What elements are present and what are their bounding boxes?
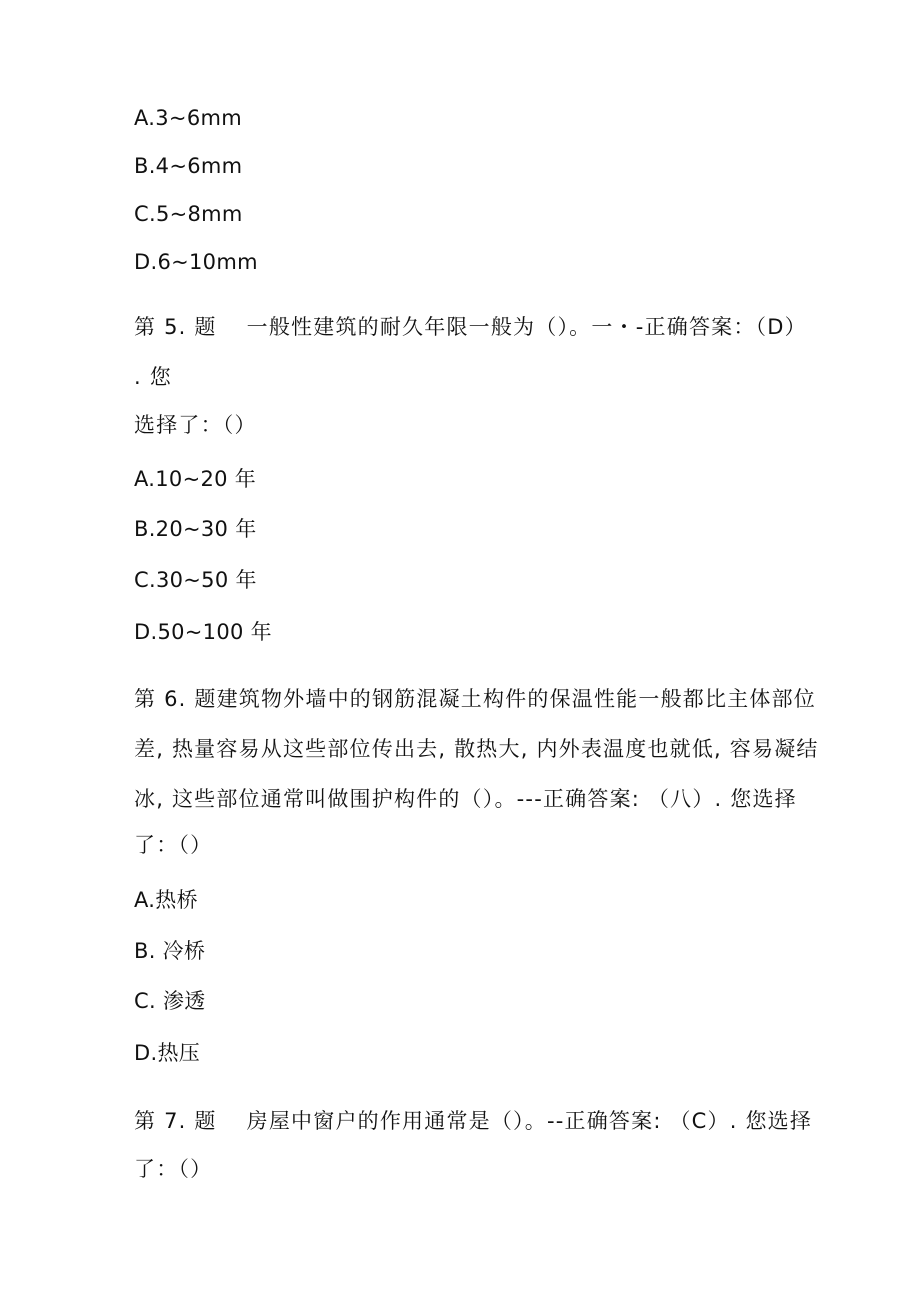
q5-text-line-2: . 您 xyxy=(134,365,172,389)
q5-option-a: A.10~20 年 xyxy=(134,467,257,491)
q5-option-b: B.20~30 年 xyxy=(134,517,257,541)
q4-option-b: B.4~6mm xyxy=(134,154,243,178)
q5-option-d: D.50~100 年 xyxy=(134,620,272,644)
q6-option-c: C. 渗透 xyxy=(134,989,206,1013)
q4-option-c: C.5~8mm xyxy=(134,202,243,226)
q6-option-d: D.热压 xyxy=(134,1041,201,1065)
q5-option-c: C.30~50 年 xyxy=(134,568,257,592)
q5-text-line-1: 第 5. 题 一般性建筑的耐久年限一般为（）。一・-正确答案：（D） xyxy=(134,315,807,339)
q7-text-line-2: 了：（） xyxy=(134,1157,213,1181)
q6-text-line-2: 差, 热量容易从这些部位传出去, 散热大, 内外表温度也就低, 容易凝结 xyxy=(134,737,819,761)
q6-text-line-4: 了：（） xyxy=(134,833,213,857)
q6-text-line-3: 冰, 这些部位通常叫做围护构件的（）。---正确答案: （八）. 您选择 xyxy=(134,787,797,811)
q4-option-d: D.6~10mm xyxy=(134,250,258,274)
q6-option-b: B. 冷桥 xyxy=(134,939,206,963)
q6-text-line-1: 第 6. 题建筑物外墙中的钢筋混凝土构件的保温性能一般都比主体部位 xyxy=(134,687,816,711)
q7-text-line-1: 第 7. 题 房屋中窗户的作用通常是（）。--正确答案: （C）. 您选择 xyxy=(134,1109,813,1133)
q6-option-a: A.热桥 xyxy=(134,888,198,912)
q5-text-line-3: 选择了：（） xyxy=(134,413,257,437)
q4-option-a: A.3~6mm xyxy=(134,106,243,130)
